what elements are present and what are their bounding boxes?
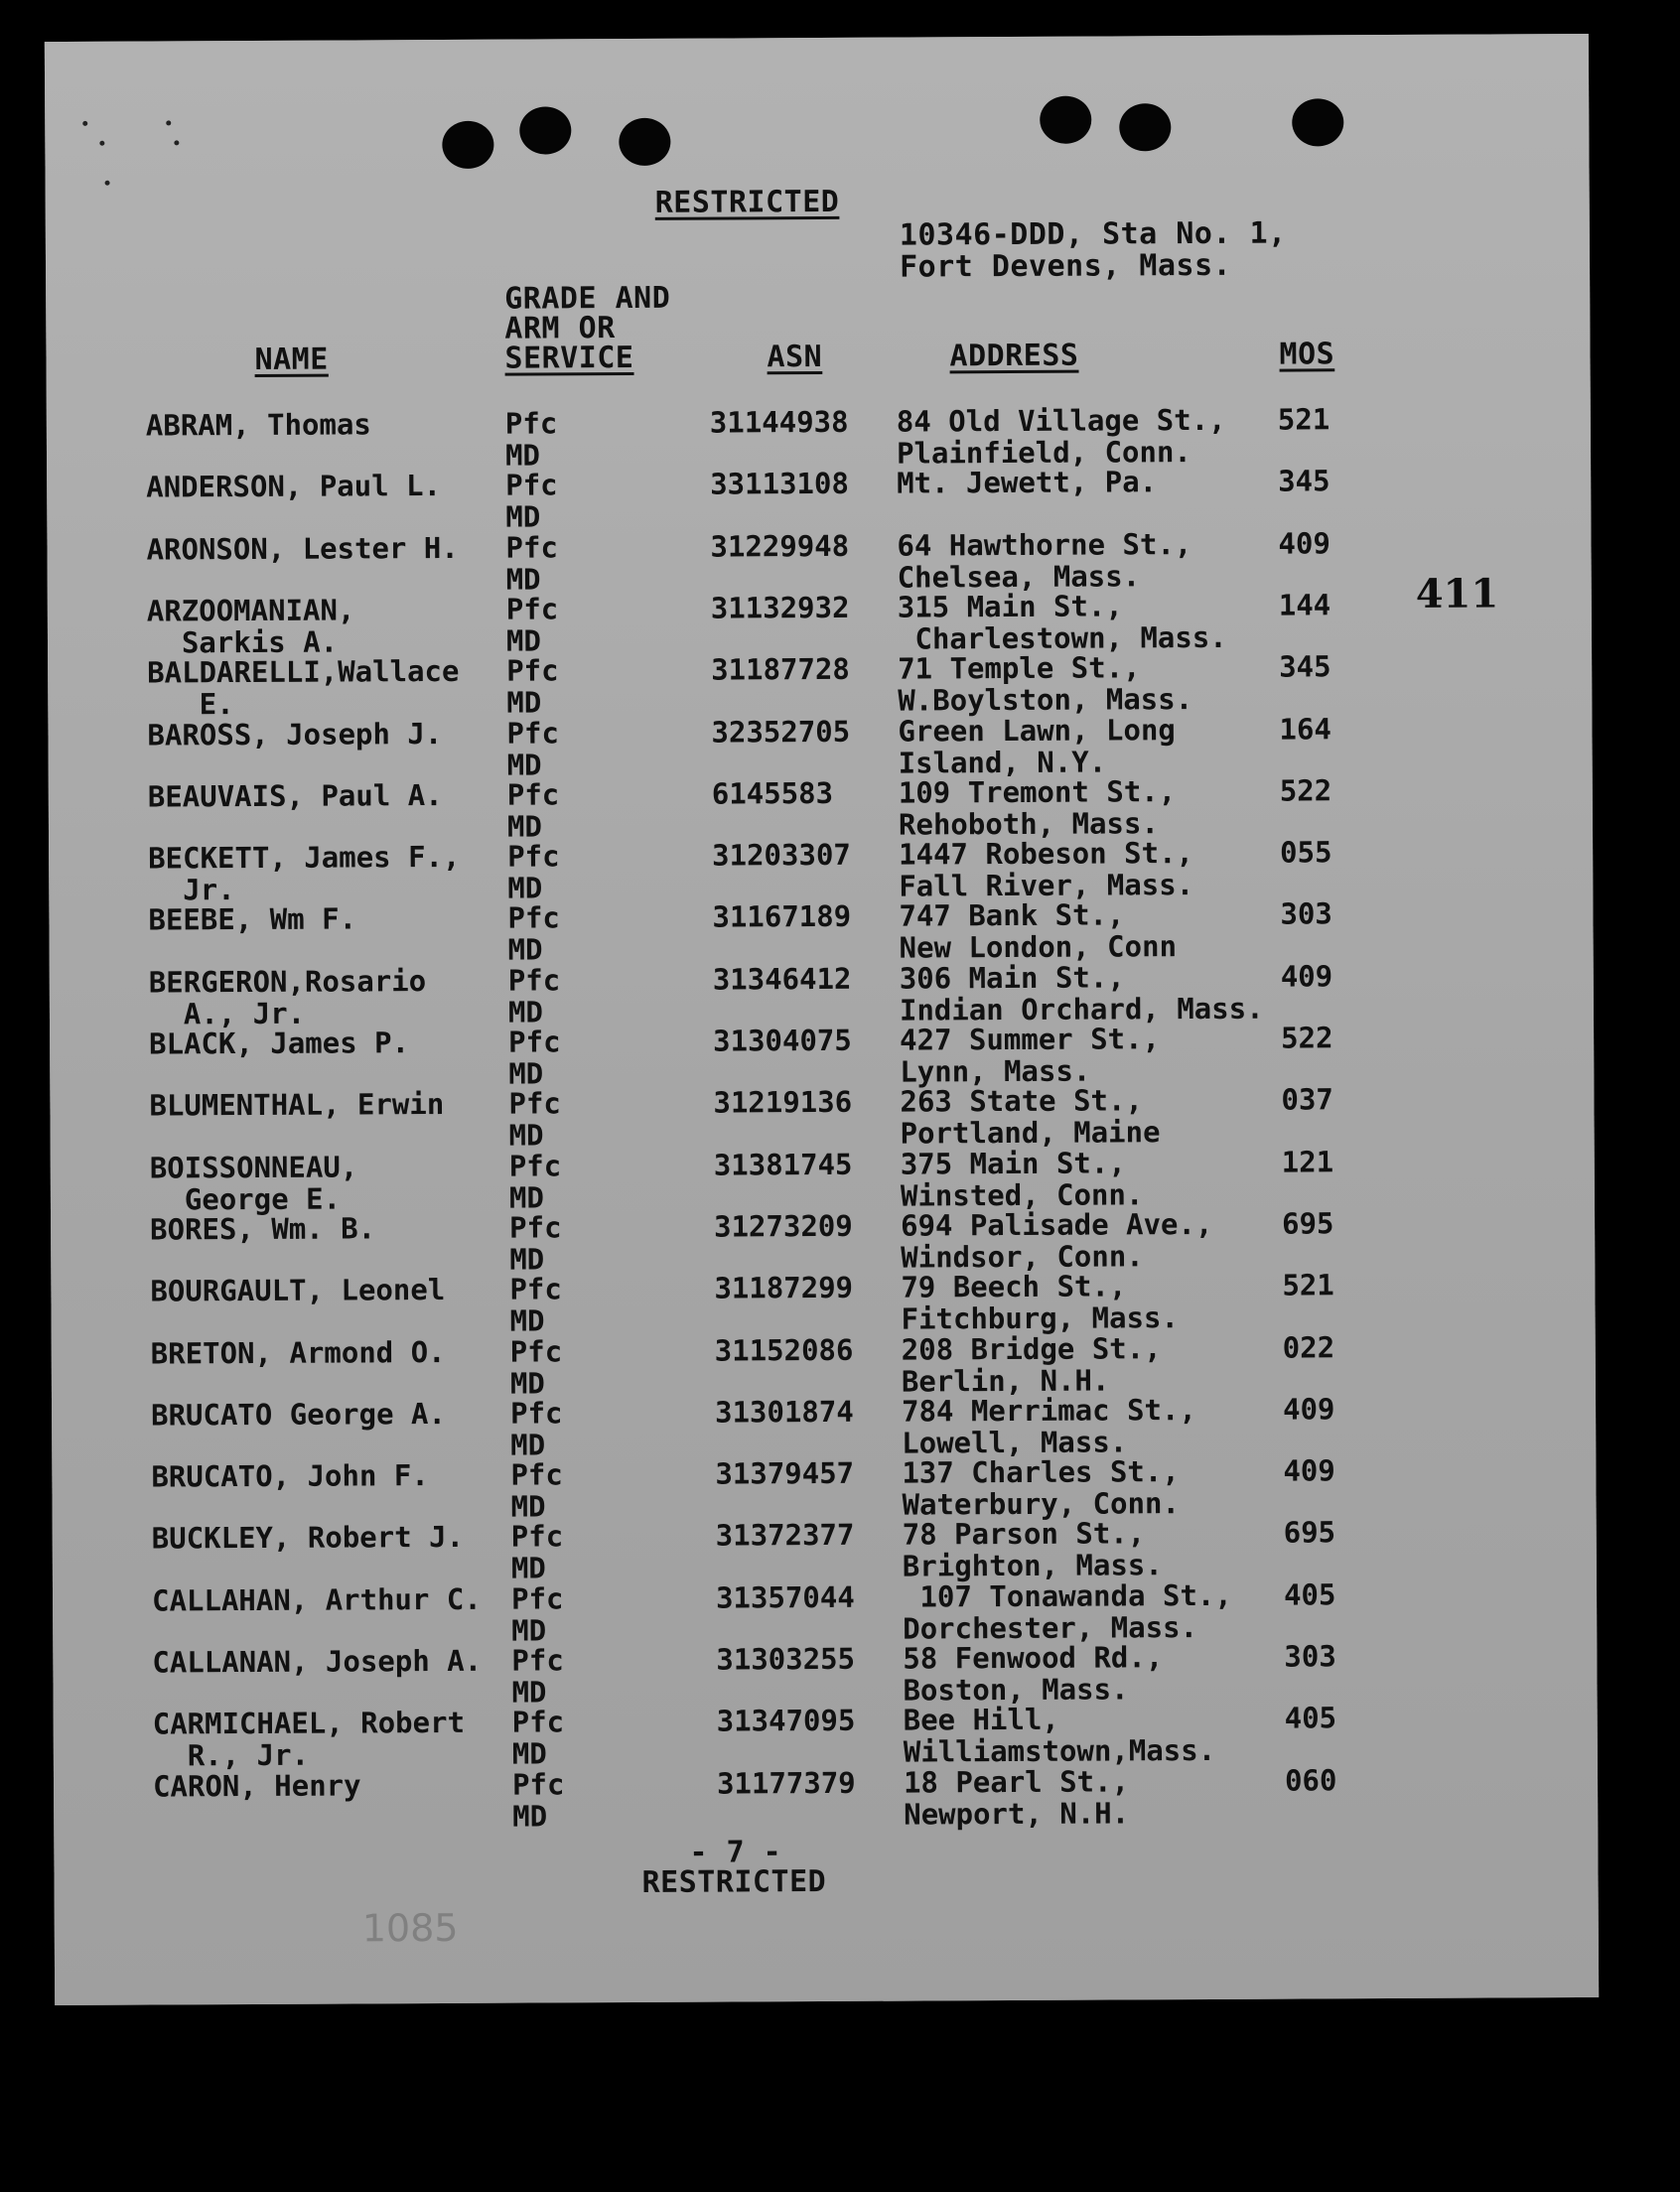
mos-cell: 409 (1282, 1392, 1335, 1427)
address-line2: New London, Conn (899, 929, 1178, 965)
column-header-grade-line3: SERVICE (504, 340, 634, 376)
asn-cell: 31273209 (714, 1208, 853, 1244)
punch-hole (519, 106, 571, 154)
table-row (53, 1514, 1597, 1586)
address-line2: Berlin, N.H. (901, 1362, 1110, 1399)
soldier-name: BLUMENTHAL, Erwin (149, 1087, 445, 1123)
soldier-name: CALLAHAN, Arthur C. (151, 1581, 482, 1618)
mos-cell: 164 (1279, 711, 1331, 747)
soldier-name: BRETON, Armond O. (150, 1334, 446, 1371)
grade-cell: Pfc (511, 1643, 564, 1678)
page-number: - 7 - (689, 1835, 782, 1870)
address-line2: Rehoboth, Mass. (898, 806, 1159, 842)
asn-cell: 31379457 (715, 1455, 855, 1491)
arm-service-cell: MD (507, 995, 543, 1029)
grade-cell: Pfc (509, 1210, 562, 1245)
arm-service-cell: MD (511, 1675, 547, 1710)
soldier-name: BOURGAULT, Leonel (150, 1273, 446, 1308)
mos-cell: 303 (1280, 896, 1332, 931)
address-line1: Green Lawn, Long (898, 712, 1176, 749)
asn-cell: 6145583 (711, 775, 834, 811)
mos-cell: 695 (1281, 1206, 1334, 1241)
mos-cell: 121 (1281, 1144, 1334, 1179)
asn-cell: 33113108 (710, 467, 849, 501)
grade-cell: Pfc (504, 406, 558, 441)
grade-cell: Pfc (508, 1148, 562, 1183)
soldier-name: ARZOOMANIAN, (146, 593, 355, 628)
grade-cell: Pfc (510, 1457, 563, 1492)
address-line2: Newport, N.H. (904, 1795, 1130, 1832)
address-line2: Indian Orchard, Mass. (899, 991, 1264, 1028)
grade-cell: Pfc (509, 1396, 563, 1431)
table-row (54, 1762, 1598, 1832)
address-line1: 18 Pearl St., (903, 1763, 1130, 1800)
soldier-name: BRUCATO, John F. (151, 1458, 429, 1494)
soldier-name-continued: Jr. (148, 873, 235, 907)
asn-cell: 31167189 (712, 899, 852, 934)
arm-service-cell: MD (512, 1799, 548, 1834)
arm-service-cell: MD (510, 1428, 546, 1462)
arm-service-cell: MD (510, 1489, 546, 1524)
address-line1: 84 Old Village St., (896, 402, 1226, 439)
punch-hole (619, 118, 670, 166)
address-line2: Plainfield, Conn. (896, 435, 1191, 471)
column-header-address: ADDRESS (949, 338, 1079, 374)
soldier-name: CARON, Henry (152, 1768, 361, 1804)
table-row (48, 710, 1592, 782)
address-line1: 315 Main St., (897, 589, 1123, 624)
address-line1: 306 Main St., (899, 960, 1125, 996)
address-line2: Dorchester, Mass. (903, 1609, 1198, 1646)
address-line2: Winsted, Conn. (900, 1176, 1144, 1213)
soldier-name: BEEBE, Wm F. (148, 901, 357, 937)
arm-service-cell: MD (508, 1180, 544, 1215)
grade-cell: Pfc (507, 963, 561, 998)
mos-cell: 144 (1278, 588, 1331, 622)
asn-cell: 31301874 (714, 1394, 854, 1430)
table-row (47, 463, 1591, 532)
address-line1: 1447 Robeson St., (899, 836, 1194, 872)
table-row (47, 401, 1591, 471)
address-line1: 263 State St., (900, 1083, 1143, 1119)
asn-cell: 31144938 (709, 404, 849, 440)
mos-cell: 303 (1284, 1639, 1336, 1674)
address-line1: 64 Hawthorne St., (897, 526, 1192, 563)
address-line2: Windsor, Conn. (901, 1239, 1144, 1275)
table-row (51, 1205, 1595, 1275)
mos-cell: 060 (1284, 1762, 1337, 1798)
address-line1: 109 Tremont St., (898, 773, 1177, 810)
arm-service-cell: MD (507, 871, 543, 905)
address-line1: 79 Beech St., (901, 1269, 1127, 1304)
grade-cell: Pfc (506, 715, 559, 751)
grade-cell: Pfc (508, 1025, 561, 1059)
table-row (52, 1391, 1596, 1460)
arm-service-cell: MD (508, 1056, 544, 1091)
arm-service-cell: MD (508, 1118, 544, 1153)
grade-cell: Pfc (510, 1519, 564, 1555)
address-line1: 107 Tonawanda St., (902, 1577, 1232, 1614)
grade-cell: Pfc (507, 900, 560, 936)
table-row (54, 1700, 1598, 1773)
soldier-name: BERGERON,Rosario (148, 963, 427, 1000)
address-line1: 208 Bridge St., (901, 1330, 1162, 1367)
mos-cell: 405 (1284, 1701, 1337, 1735)
grade-cell: Pfc (506, 777, 560, 812)
arm-service-cell: MD (506, 809, 542, 844)
column-header-name: NAME (254, 342, 329, 377)
ink-speck (174, 140, 179, 145)
table-row (51, 1267, 1595, 1336)
grade-cell: Pfc (511, 1766, 565, 1802)
asn-cell: 31177379 (716, 1765, 856, 1801)
punch-hole (1119, 103, 1171, 151)
soldier-name-continued: George E. (149, 1181, 342, 1217)
soldier-name: BAROSS, Joseph J. (147, 716, 443, 753)
address-line1: 71 Temple St., (898, 650, 1141, 686)
grade-cell: Pfc (505, 468, 558, 502)
table-row (52, 1452, 1596, 1522)
soldier-name-continued: R., Jr. (152, 1738, 310, 1773)
ink-speck (105, 181, 110, 186)
arm-service-cell: MD (509, 1365, 545, 1401)
soldier-name: BECKETT, James F., (148, 839, 461, 876)
address-line1: 427 Summer St., (900, 1022, 1161, 1057)
address-line2: Brighton, Mass. (902, 1548, 1163, 1583)
punch-hole (442, 121, 493, 169)
address-line2: Fitchburg, Mass. (901, 1301, 1180, 1336)
asn-cell: 31229948 (710, 528, 850, 564)
grade-cell: Pfc (509, 1333, 563, 1369)
asn-cell: 31219136 (713, 1085, 853, 1120)
arm-service-cell: MD (506, 747, 542, 782)
column-header-grade-line2: ARM OR (504, 311, 616, 346)
soldier-name: BOISSONNEAU, (149, 1150, 358, 1185)
asn-cell: 31372377 (715, 1518, 855, 1553)
table-row (53, 1576, 1597, 1646)
document-page (45, 34, 1599, 2005)
table-row (50, 1020, 1594, 1089)
soldier-name: BALDARELLI,Wallace (147, 654, 460, 690)
classification-top: RESTRICTED (654, 184, 840, 220)
asn-cell: 31347095 (716, 1704, 856, 1738)
asn-cell: 31132932 (710, 590, 850, 625)
soldier-name-continued: A., Jr. (148, 996, 306, 1031)
asn-cell: 31203307 (712, 837, 851, 873)
mos-cell: 409 (1280, 958, 1333, 994)
mos-cell: 521 (1277, 402, 1330, 437)
grade-cell: Pfc (505, 529, 558, 565)
grade-cell: Pfc (505, 592, 559, 626)
asn-cell: 31152086 (714, 1332, 854, 1368)
punch-hole (1292, 98, 1343, 146)
address-line2: Lowell, Mass. (902, 1425, 1128, 1460)
table-row (50, 958, 1594, 1031)
address-line1: 58 Fenwood Rd., (903, 1640, 1164, 1676)
arm-service-cell: MD (506, 685, 542, 720)
classification-bottom: RESTRICTED (641, 1863, 827, 1900)
asn-cell: 32352705 (711, 714, 851, 750)
soldier-name: CARMICHAEL, Robert (152, 1706, 466, 1741)
soldier-name: CALLANAN, Joseph A. (152, 1643, 483, 1680)
address-line2: Boston, Mass. (903, 1672, 1129, 1708)
soldier-name: BUCKLEY, Robert J. (151, 1520, 465, 1556)
soldier-name: BLACK, James P. (149, 1026, 410, 1061)
arm-service-cell: MD (509, 1242, 545, 1277)
address-line2: Island, N.Y. (898, 744, 1107, 780)
address-line1: 137 Charles St., (902, 1454, 1180, 1490)
station-location: Fort Devens, Mass. (899, 247, 1232, 285)
table-row (49, 772, 1593, 842)
soldier-name: BORES, Wm. B. (150, 1211, 376, 1247)
ink-speck (82, 121, 87, 126)
address-line1: Mt. Jewett, Pa. (897, 465, 1158, 500)
column-header-asn: ASN (767, 339, 823, 375)
arm-service-cell: MD (505, 562, 541, 597)
table-row (52, 1328, 1596, 1401)
grade-cell: Pfc (506, 653, 559, 688)
soldier-name-continued: Sarkis A. (146, 624, 339, 660)
punch-hole (1040, 96, 1091, 144)
address-line2: Williamstown,Mass. (903, 1733, 1216, 1769)
address-line2: Portland, Maine (900, 1115, 1161, 1151)
address-line1: 78 Parson St., (902, 1516, 1146, 1552)
arm-service-cell: MD (505, 623, 542, 658)
table-row (51, 1144, 1595, 1217)
mos-cell: 409 (1283, 1453, 1335, 1488)
asn-cell: 31304075 (713, 1023, 852, 1058)
address-line1: Bee Hill, (903, 1703, 1059, 1737)
table-row (49, 834, 1593, 907)
table-row (50, 1081, 1594, 1151)
soldier-name: BRUCATO George A. (150, 1396, 446, 1433)
soldier-name: ABRAM, Thomas (145, 407, 371, 443)
asn-cell: 31381745 (713, 1147, 853, 1182)
grade-cell: Pfc (510, 1581, 564, 1616)
table-row (48, 648, 1592, 722)
arm-service-cell: MD (504, 438, 541, 473)
mos-cell: 037 (1281, 1082, 1333, 1117)
table-row (53, 1638, 1597, 1708)
ink-speck (166, 120, 171, 125)
address-line2: Lynn, Mass. (900, 1053, 1091, 1089)
mos-cell: 522 (1281, 1021, 1333, 1055)
address-line1: 784 Merrimac St., (901, 1392, 1196, 1429)
address-line1: 375 Main St., (900, 1145, 1126, 1181)
arm-service-cell: MD (509, 1303, 545, 1338)
table-row (49, 895, 1593, 968)
grade-cell: Pfc (511, 1705, 565, 1739)
asn-cell: 31187299 (714, 1271, 854, 1305)
grade-cell: Pfc (509, 1272, 562, 1306)
table-row (47, 525, 1591, 595)
arm-service-cell: MD (511, 1736, 547, 1771)
asn-cell: 31357044 (715, 1579, 855, 1615)
stamp-number: 1085 (361, 1905, 459, 1951)
unit-designation: 10346-DDD, Sta No. 1, (899, 215, 1287, 253)
arm-service-cell: MD (510, 1551, 546, 1586)
mos-cell: 345 (1278, 464, 1330, 498)
roster-table (47, 401, 1599, 1878)
soldier-name-continued: E. (147, 687, 234, 722)
address-line1: 694 Palisade Ave., (900, 1206, 1213, 1243)
address-line2: Chelsea, Mass. (897, 558, 1141, 595)
mos-cell: 409 (1278, 525, 1330, 561)
mos-cell: 022 (1282, 1329, 1335, 1365)
soldier-name: ANDERSON, Paul L. (146, 469, 442, 504)
address-line2: Charlestown, Mass. (897, 619, 1227, 656)
address-line2: W.Boylston, Mass. (898, 682, 1193, 718)
soldier-name: BEAUVAIS, Paul A. (147, 777, 443, 814)
asn-cell: 31346412 (712, 961, 852, 997)
ink-speck (99, 141, 104, 146)
asn-cell: 31303255 (716, 1641, 856, 1677)
column-header-grade-line1: GRADE AND (504, 280, 671, 317)
soldier-name: ARONSON, Lester H. (146, 530, 459, 567)
mos-cell: 695 (1283, 1515, 1336, 1550)
grade-cell: Pfc (507, 839, 560, 874)
mos-cell: 345 (1279, 649, 1331, 684)
grade-cell: Pfc (508, 1086, 561, 1121)
address-line1: 747 Bank St., (899, 897, 1125, 933)
asn-cell: 31187728 (711, 652, 850, 687)
column-header-mos: MOS (1279, 337, 1335, 372)
mos-cell: 522 (1279, 773, 1332, 808)
margin-number: 411 (1415, 570, 1499, 617)
arm-service-cell: MD (507, 932, 543, 968)
address-line2: Waterbury, Conn. (902, 1486, 1181, 1522)
arm-service-cell: MD (505, 499, 541, 534)
mos-cell: 055 (1280, 835, 1332, 870)
arm-service-cell: MD (511, 1613, 547, 1648)
address-line2: Fall River, Mass. (899, 868, 1194, 903)
mos-cell: 521 (1282, 1268, 1334, 1302)
table-row (48, 587, 1592, 660)
mos-cell: 405 (1283, 1576, 1336, 1612)
